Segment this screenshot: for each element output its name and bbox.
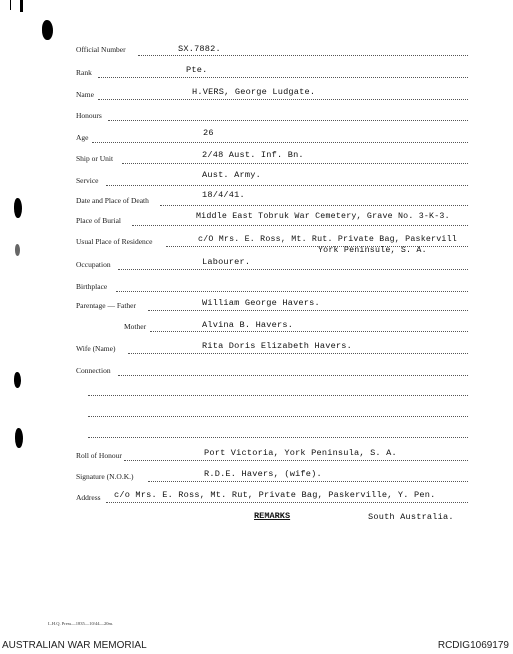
footer-record-id: RCDIG1069179 <box>437 640 509 651</box>
archive-footer <box>0 639 513 654</box>
father-label: Parentage — Father <box>76 301 136 310</box>
dotted-line <box>98 77 468 78</box>
printer-imprint: L.H.Q. Press—1835—10/44—20m. <box>48 621 114 626</box>
address-value: c/o Mrs. E. Ross, Mt. Rut, Private Bag, Paskerville, Y. Pen. <box>114 490 436 500</box>
usual-residence-label: Usual Place of Residence <box>76 237 153 246</box>
mother-value: Alvina B. Havers. <box>202 320 294 330</box>
mother-label: Mother <box>124 322 147 331</box>
punch-hole-mark <box>14 372 21 388</box>
signature-label: Signature (N.O.K.) <box>76 472 134 481</box>
dotted-line <box>132 225 468 226</box>
dotted-line <box>118 269 468 270</box>
remarks-heading: REMARKS <box>254 511 291 521</box>
dotted-line <box>88 437 468 438</box>
punch-hole-mark <box>14 198 22 218</box>
roll-of-honour-value: Port Victoria, York Peninsula, S. A. <box>204 448 397 458</box>
dotted-line <box>88 416 468 417</box>
dotted-line <box>150 331 468 332</box>
address-label: Address <box>76 493 101 502</box>
punch-hole-mark <box>15 428 23 448</box>
scan-mark-top <box>10 0 11 10</box>
service-label: Service <box>76 176 99 185</box>
scan-mark-top <box>20 0 23 12</box>
official-number-label: Official Number <box>76 45 126 54</box>
age-label: Age <box>76 133 89 142</box>
dotted-line <box>106 185 468 186</box>
roll-of-honour-label: Roll of Honour <box>76 451 122 460</box>
dotted-line <box>118 375 468 376</box>
name-value: H.VERS, George Ludgate. <box>192 87 316 97</box>
rank-label: Rank <box>76 68 92 77</box>
official-number-value: SX.7882. <box>178 44 221 54</box>
date-place-death-label: Date and Place of Death <box>76 196 149 205</box>
place-of-burial-label: Place of Burial <box>76 216 121 225</box>
ship-or-unit-value: 2/48 Aust. Inf. Bn. <box>202 150 304 160</box>
dotted-line <box>128 353 468 354</box>
occupation-label: Occupation <box>76 260 111 269</box>
dotted-line <box>148 481 468 482</box>
dotted-line <box>122 163 468 164</box>
service-value: Aust. Army. <box>202 170 261 180</box>
honours-label: Honours <box>76 111 102 120</box>
punch-hole-mark <box>15 244 20 256</box>
occupation-value: Labourer. <box>202 257 251 267</box>
dotted-line <box>138 55 468 56</box>
wife-value: Rita Doris Elizabeth Havers. <box>202 341 352 351</box>
dotted-line <box>116 291 468 292</box>
dotted-line <box>106 502 468 503</box>
dotted-line <box>124 460 468 461</box>
dotted-line <box>98 99 468 100</box>
age-value: 26 <box>203 128 214 138</box>
footer-institution: AUSTRALIAN WAR MEMORIAL <box>2 640 147 651</box>
place-of-burial-value: Middle East Tobruk War Cemetery, Grave No. 3-K-3. <box>196 212 450 221</box>
dotted-line <box>108 120 468 121</box>
punch-hole-mark <box>42 20 53 40</box>
usual-residence-value-line2: York Peninsule, S. A. <box>318 246 427 255</box>
name-label: Name <box>76 90 94 99</box>
rank-value: Pte. <box>186 65 208 75</box>
dotted-line <box>148 310 468 311</box>
usual-residence-value: c/O Mrs. E. Ross, Mt. Rut. Private Bag, Paskervill <box>198 235 457 244</box>
remarks-value: South Australia. <box>368 512 454 522</box>
ship-or-unit-label: Ship or Unit <box>76 154 114 163</box>
signature-value: R.D.E. Havers, (wife). <box>204 469 322 479</box>
dotted-line <box>88 395 468 396</box>
wife-label: Wife (Name) <box>76 344 116 353</box>
dotted-line <box>92 142 468 143</box>
connection-label: Connection <box>76 366 111 375</box>
birthplace-label: Birthplace <box>76 282 108 291</box>
dotted-line <box>160 205 468 206</box>
father-value: William George Havers. <box>202 298 320 308</box>
date-place-death-value: 18/4/41. <box>202 190 245 200</box>
